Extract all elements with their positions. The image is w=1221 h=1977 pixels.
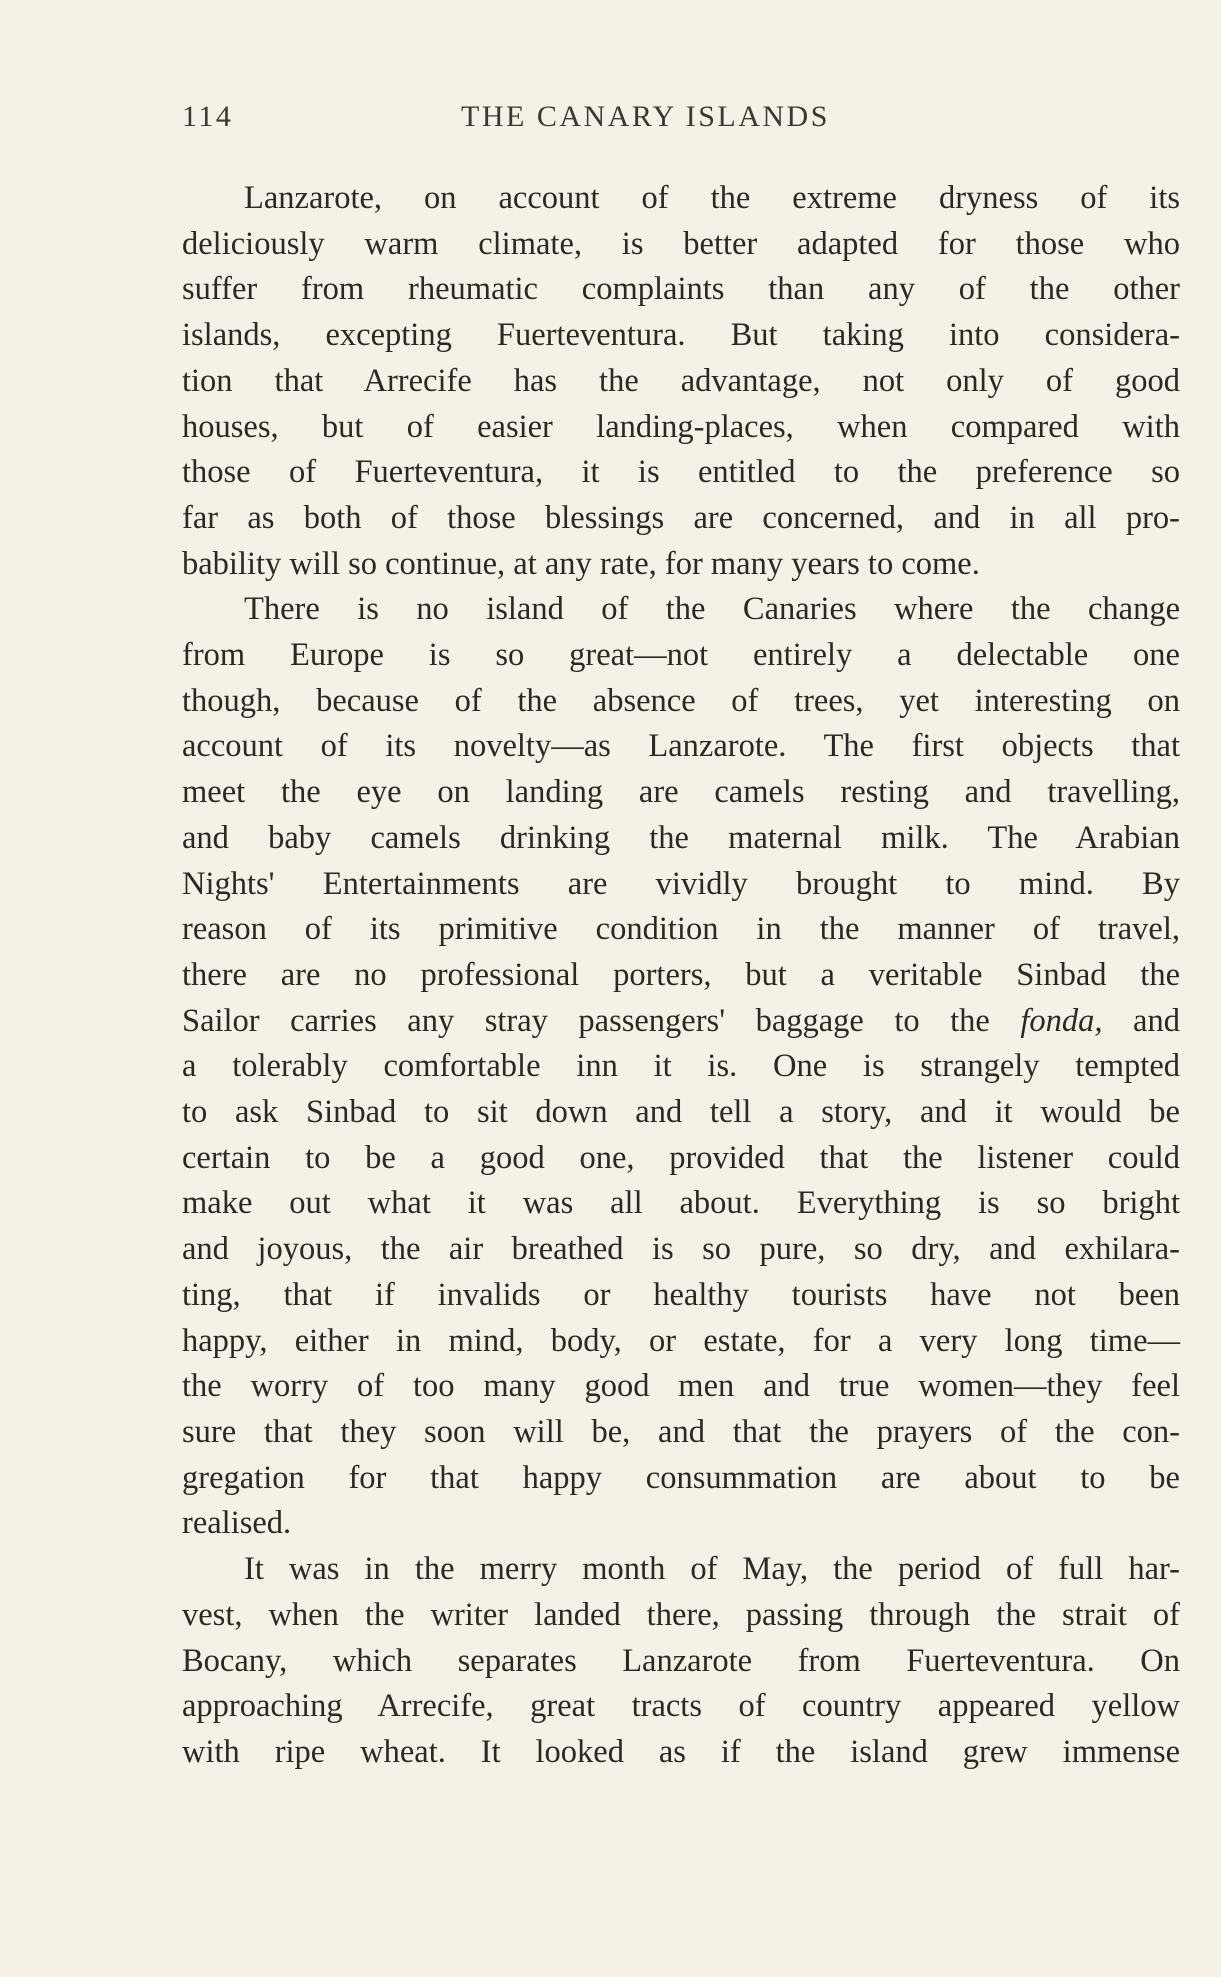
text-line: Bocany, which separates Lanzarote from Fuerteventura. On <box>182 1642 1180 1679</box>
paragraph-2 <box>182 587 1180 1547</box>
italic-word: fonda, <box>1020 1002 1103 1039</box>
text-line: It was in the merry month of May, the period of full har- <box>244 1551 1180 1588</box>
text-segment: Sailor carries any stray passengers' baggage to the <box>182 1002 1021 1039</box>
text-line: sure that they soon will be, and that the prayers of the con- <box>182 1413 1180 1450</box>
text-line: approaching Arrecife, great tracts of country appeared yellow <box>182 1688 1180 1725</box>
text-line: ting, that if invalids or healthy tourists have not been <box>182 1276 1180 1313</box>
text-line: Lanzarote, on account of the extreme dryness of its <box>244 180 1180 216</box>
body-text <box>182 176 1180 1776</box>
text-line: vest, when the writer landed there, passing through the strait of <box>182 1596 1180 1633</box>
text-line: a tolerably comfortable inn it is. One is strangely tempted <box>182 1048 1180 1085</box>
text-line: Nights' Entertainments are vividly brought to mind. By <box>182 865 1180 902</box>
text-line: happy, either in mind, body, or estate, for a very long time— <box>182 1322 1180 1359</box>
text-line: from Europe is so great—not entirely a delectable one <box>182 637 1180 674</box>
paragraph-1 <box>182 176 1180 587</box>
text-line: meet the eye on landing are camels resting and travelling, <box>182 774 1180 811</box>
text-line: There is no island of the Canaries where the change <box>244 591 1180 628</box>
text-line: to ask Sinbad to sit down and tell a story, and it would be <box>182 1094 1180 1131</box>
text-line: tion that Arrecife has the advantage, not only of good <box>182 362 1180 399</box>
text-line: deliciously warm climate, is better adapted for those who <box>182 225 1180 262</box>
text-line: far as both of those blessings are concerned, and in all pro- <box>182 499 1180 536</box>
text-line <box>182 999 1180 1045</box>
text-segment: and <box>1102 1002 1180 1039</box>
text-line: realised. <box>182 1505 292 1542</box>
text-line: though, because of the absence of trees, yet interesting on <box>182 682 1180 719</box>
text-line: make out what it was all about. Everything is so bright <box>182 1185 1180 1222</box>
text-line: islands, excepting Fuerteventura. But taking into considera- <box>182 317 1180 354</box>
text-line: and baby camels drinking the maternal milk. The Arabian <box>182 819 1180 856</box>
text-line: account of its novelty—as Lanzarote. The first objects that <box>182 728 1180 765</box>
text-line: bability will so continue, at any rate, for many years to come. <box>182 545 980 582</box>
running-title: THE CANARY ISLANDS <box>461 100 830 133</box>
text-line: gregation for that happy consummation are about to be <box>182 1459 1180 1496</box>
text-line: and joyous, the air breathed is so pure, so dry, and exhilara- <box>182 1231 1180 1268</box>
paragraph-3 <box>182 1547 1180 1776</box>
text-line: suffer from rheumatic complaints than any of the other <box>182 271 1180 308</box>
text-line: with ripe wheat. It looked as if the island grew immense <box>182 1733 1180 1770</box>
text-line: houses, but of easier landing-places, when compared with <box>182 408 1180 445</box>
text-line: certain to be a good one, provided that the listener could <box>182 1139 1180 1176</box>
text-line: there are no professional porters, but a veritable Sinbad the <box>182 956 1180 993</box>
page-number: 114 <box>182 100 234 133</box>
text-line: those of Fuerteventura, it is entitled to the preference so <box>182 454 1180 491</box>
text-line: reason of its primitive condition in the manner of travel, <box>182 911 1180 948</box>
running-head <box>182 100 1180 140</box>
text-line: the worry of too many good men and true women—they feel <box>182 1368 1180 1405</box>
